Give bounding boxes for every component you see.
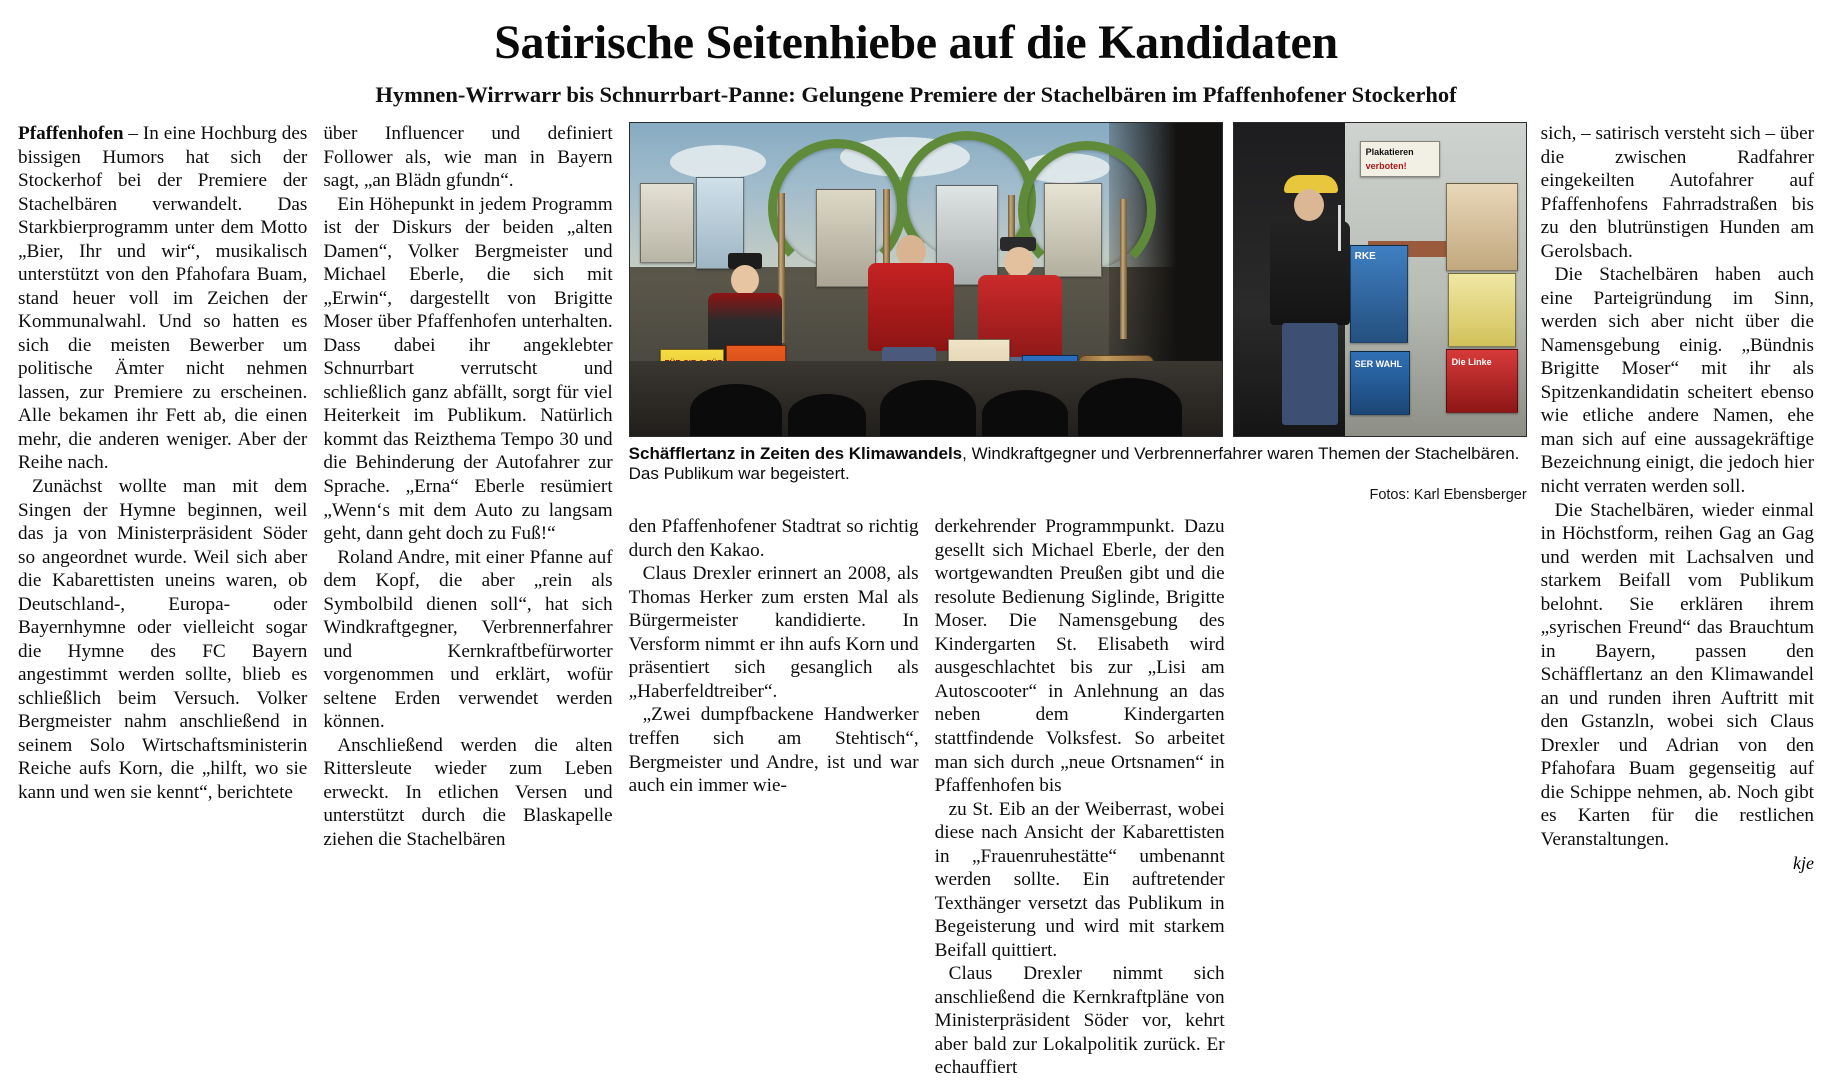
audience-silhouette [982, 390, 1068, 437]
subheadline: Hymnen-Wirrwarr bis Schnurrbart-Panne: Gelungene Premiere der Stachelbären im Pfaffenhofener Stockerhof [375, 82, 1457, 108]
paragraph [18, 122, 307, 475]
paragraph: Claus Drexler nimmt sich anschließend die Kernkraftpläne von Ministerpräsident Söder vor, kehrt aber bald zur Lokalpolitik zurück. Er echauffiert [934, 963, 1225, 1079]
legs-shape [1282, 323, 1338, 425]
caption-bold-lead: Schäfflertanz in Zeiten des Klimawandels [628, 444, 963, 464]
caption-text: , Windkraftgegner und Verbrennerfahrer waren Themen der Stachelbären. Das Publikum war begeistert. [628, 444, 1520, 484]
audience-silhouette [788, 394, 866, 437]
page-title: Satirische Seitenhiebe auf die Kandidaten [494, 16, 1338, 69]
paragraph: derkehrender Programmpunkt. Dazu gesellt sich Michael Eberle, der den wortgewandten Preußen gibt und die resolute Bedienung Siglinde, Brigitte Moser. Die Namensgebung des Kindergarten St. Elisabeth wird ausgeschlachtet bis zur „Lisi am Autoscooter“ in Anlehnung an das neben dem Kindergarten stattfindende Volksfest. So arbeitet man sich durch „neue Ortsnamen“ in Pfaffenhofen bis [934, 516, 1225, 797]
stage-photo-schaefflertanz [629, 122, 1223, 437]
paragraph: Zunächst wollte man mit dem Singen der Hymne beginnen, weil das ja von Ministerpräsident Söder so angeordnet wurde. Weil sich aber die Kabarettisten uneins waren, ob Deutschland-, Europa- oder Bayernhymne oder vielleicht sogar die Hymne des FC Bayern angestimmt werden sollte, blieb es schließlich beim Versuch. Volker Bergmeister nahm anschließend in seinem Solo Wirtschaftsministerin Reiche aufs Korn, die „hilft, wo sie kann und wen sie kennt“, berichtete [18, 476, 308, 803]
head-shape [731, 265, 759, 295]
audience-silhouette [1078, 378, 1182, 437]
campaign-poster [1448, 273, 1516, 347]
paragraph: Die Stachelbären haben auch eine Parteigründung im Sinn, werden sich aber nicht über die Namensgebung einig. „Bündnis Brigitte Moser“ mit ihr als Spitzenkandidatin scheitert ebenso wie etliche andere Namen, ehe man sich auf eine aussagekräftige Bezeichnung einigt, die jedoch hier nicht verraten werden soll. [1540, 264, 1815, 497]
column-1 [18, 122, 323, 804]
column-3 [629, 515, 935, 1079]
article-body [18, 122, 1814, 1079]
sign-plakatieren-verboten [1360, 141, 1440, 177]
poster-text: Die Linke [1451, 357, 1492, 368]
performer-figure [1262, 175, 1362, 425]
paragraph: den Pfaffenhofener Stadtrat so richtig durch den Kakao. [628, 516, 919, 561]
campaign-poster [1446, 183, 1518, 271]
campaign-poster [1446, 349, 1518, 413]
torso-shape [868, 263, 954, 351]
microphone-stand [1338, 205, 1341, 251]
paragraph: sich, – satirisch versteht sich – über die zwischen Radfahrer eingekeilten Autofahrer auf Pfaffenhofens Fahrradstraßen bis zu den blutrünstigen Hunden am Gerolsbach. [1540, 123, 1815, 262]
center-block [629, 122, 1527, 1079]
lower-columns [629, 515, 1527, 1079]
column-4 [935, 515, 1225, 1079]
background-poster [640, 183, 694, 263]
stage-photo-solo-performer [1233, 122, 1527, 437]
paragraph: Roland Andre, mit einer Pfanne auf dem Kopf, die aber „rein als Symbolbild dienen soll“, hat sich Windkraftgegner, Verbrennerfahrer und Kernkraftbefürworter vorgenommen und erklärt, wofür seltene Erden verwendet werden können. [323, 546, 613, 733]
poster-text: RKE [1354, 251, 1376, 263]
paragraph-text: – In eine Hochburg des bissigen Humors hat sich der Stockerhof bei der Premiere der Stachelbären verwandelt. Das Starkbierprogramm unter dem Motto „Bier, Ihr und wir“, musikalisch unterstützt von den Pfahofara Buam, stand heuer voll im Zeichen der Kommunalwahl. Und so hatten es sich die meisten Bewerber um politische Ämter nicht nehmen lassen, zur Premiere zu erscheinen. Alle bekamen ihr Fett ab, die einen mehr, die anderen weniger. Aber der Reihe nach. [18, 123, 308, 474]
photo-row [629, 122, 1527, 437]
sign-text: Plakatieren [1365, 147, 1414, 158]
poster-text: SER WAHL [1354, 359, 1403, 370]
paragraph: Ein Höhepunkt in jedem Programm ist der Diskurs der beiden „alten Damen“, Volker Bergmeister und Michael Eberle, die sich mit „Erwin“, dargestellt von Brigitte Moser über Pfaffenhofen unterhalten. Dass dabei ihr angeklebter Schnurrbart verrutscht und schließlich ganz abfällt, sorgt für viel Heiterkeit im Publikum. Natürlich kommt das Reizthema Tempo 30 und die Behinderung der Autofahrer zur Sprache. „Erna“ Eberle resümiert „Wenn‘s mit dem Auto zu langsam geht, dann geht doch zu Fuß!“ [323, 193, 613, 545]
paragraph: Claus Drexler erinnert an 2008, als Thomas Herker zum ersten Mal als Bürgermeister kandidierte. In Versform nimmt er ihn aufs Korn und präsentiert sich gesanglich als „Haberfeldtreiber“. [628, 563, 919, 702]
audience-silhouette [690, 384, 782, 437]
column-2 [323, 122, 628, 851]
photo-credit: Fotos: Karl Ebensberger [1369, 487, 1527, 504]
audience-silhouette [880, 380, 976, 437]
paragraph: zu St. Eib an der Weiberrast, wobei diese nach Ansicht der Kabarettisten in „Frauenruhestätte“ umbenannt werden sollte. Ein auftretender Texthänger versetzt das Publikum in Begeisterung und wird mit starkem Beifall quittiert. [934, 798, 1225, 961]
garland-pole [1120, 199, 1127, 339]
photo-caption [629, 444, 1527, 484]
dateline: Pfaffenhofen [18, 123, 124, 145]
paragraph: Die Stachelbären, wieder einmal in Höchstform, reihen Gag an Gag und werden mit Lachsalven und starkem Beifall vom Publikum belohnt. Sie erklären ihrem „syrischen Freund“ das Brauchtum in Bayern, passen den Schäfflertanz an den Klimawandel an und runden ihren Auftritt mit den Gstanzln, wobei sich Claus Drexler und Adrian von den Pfahofara Buam gegenseitig auf die Schippe nehmen, ab. Noch gibt es Karten für die restlichen Veranstaltungen. [1540, 499, 1815, 850]
paragraph: Anschließend werden die alten Rittersleute wieder zum Leben erweckt. In etlichen Versen und unterstützt durch die Blaskapelle ziehen die Stachelbären [323, 734, 613, 850]
head-shape [1294, 189, 1324, 221]
sign-text: verboten! [1365, 161, 1407, 172]
cloud-shape [670, 145, 766, 179]
head-shape [1004, 247, 1034, 277]
paragraph: über Influencer und definiert Follower als, wie man in Bayern sagt, „an Blädn gfundn“. [323, 123, 613, 192]
paragraph: „Zwei dumpfbackene Handwerker treffen sich am Stehtisch“, Bergmeister und Andre, ist und war auch ein immer wie- [628, 704, 919, 797]
author-signature: kje [1793, 853, 1815, 874]
column-5 [1527, 122, 1814, 874]
